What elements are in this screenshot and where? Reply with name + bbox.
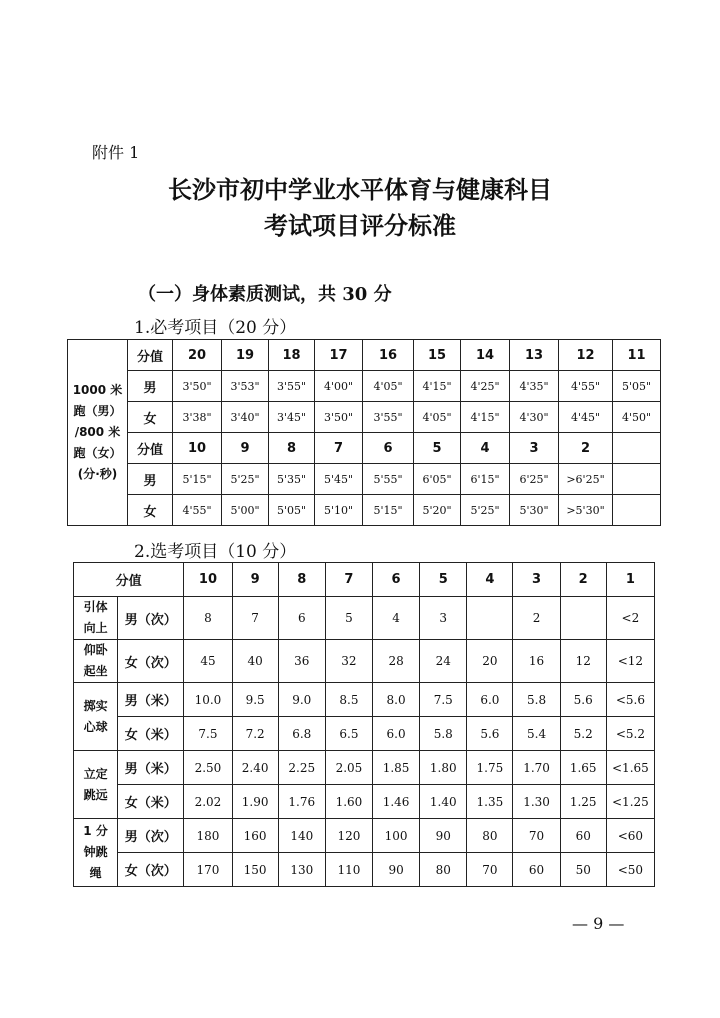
event-name-line: 起坐 xyxy=(83,664,108,678)
event-name-line: 引体 xyxy=(83,600,108,614)
value-cell: 7 xyxy=(232,597,278,640)
unit-cell: 女（次） xyxy=(118,853,184,887)
score-cell: 9 xyxy=(232,563,278,597)
score-cell: 8 xyxy=(269,433,315,464)
value-cell: 28 xyxy=(373,640,420,683)
event-name-cell xyxy=(74,683,118,751)
value-cell: 8.5 xyxy=(325,683,372,717)
time-cell: 5'35" xyxy=(269,464,315,495)
value-cell: 2 xyxy=(513,597,560,640)
score-cell: 4 xyxy=(467,563,513,597)
value-cell: 1.76 xyxy=(278,785,325,819)
event-name-line: 绳 xyxy=(89,866,102,880)
value-cell: 9.5 xyxy=(232,683,278,717)
value-cell: 2.25 xyxy=(278,751,325,785)
time-cell: 4'05" xyxy=(363,371,414,402)
score-cell: 2 xyxy=(559,433,613,464)
value-cell: 6.5 xyxy=(325,717,372,751)
value-cell: 3 xyxy=(420,597,467,640)
value-cell: 4 xyxy=(373,597,420,640)
score-header-cell: 分值 xyxy=(74,563,184,597)
unit-cell: 女（米） xyxy=(118,785,184,819)
value-cell: 5.8 xyxy=(513,683,560,717)
value-cell: 20 xyxy=(467,640,513,683)
score-cell: 10 xyxy=(184,563,232,597)
value-cell: <5.2 xyxy=(606,717,654,751)
male-row xyxy=(68,464,661,495)
score-cell: 7 xyxy=(325,563,372,597)
time-cell: 5'05" xyxy=(269,495,315,526)
value-cell: 160 xyxy=(232,819,278,853)
value-cell: 110 xyxy=(325,853,372,887)
score-cell: 14 xyxy=(461,340,510,371)
value-cell: 45 xyxy=(184,640,232,683)
time-cell: 5'25" xyxy=(461,495,510,526)
unit-cell: 女（次） xyxy=(118,640,184,683)
score-cell: 5 xyxy=(420,563,467,597)
time-cell xyxy=(613,495,661,526)
score-cell: 8 xyxy=(278,563,325,597)
value-cell: 5.4 xyxy=(513,717,560,751)
score-cell: 1 xyxy=(606,563,654,597)
value-cell: 9.0 xyxy=(278,683,325,717)
value-cell: 1.85 xyxy=(373,751,420,785)
score-cell: 7 xyxy=(315,433,363,464)
score-cell: 19 xyxy=(222,340,269,371)
event-label-line: 跑（女） xyxy=(73,446,122,460)
page-number: — 9 — xyxy=(572,914,625,933)
value-cell: <60 xyxy=(606,819,654,853)
event-label-line: (分·秒) xyxy=(77,467,118,481)
value-cell: 7.5 xyxy=(420,683,467,717)
value-cell: <12 xyxy=(606,640,654,683)
event-name-cell xyxy=(74,597,118,640)
score-cell: 5 xyxy=(414,433,461,464)
value-cell: <1.25 xyxy=(606,785,654,819)
event-name-cell xyxy=(74,640,118,683)
time-cell: 5'15" xyxy=(363,495,414,526)
time-cell: 5'30" xyxy=(510,495,559,526)
time-cell: 5'10" xyxy=(315,495,363,526)
score-cell: 10 xyxy=(173,433,222,464)
unit-cell: 男（次） xyxy=(118,597,184,640)
event-row xyxy=(74,819,655,853)
score-label-cell: 分值 xyxy=(128,433,173,464)
attachment-label: 附件 1 xyxy=(92,143,140,162)
value-cell: 5 xyxy=(325,597,372,640)
score-cell: 6 xyxy=(373,563,420,597)
value-cell: 90 xyxy=(373,853,420,887)
value-cell: 12 xyxy=(560,640,606,683)
event-name-line: 心球 xyxy=(83,719,108,734)
event-label-line: 1000 米 xyxy=(72,383,123,397)
event-row xyxy=(74,683,655,717)
value-cell: 120 xyxy=(325,819,372,853)
time-cell: 6'15" xyxy=(461,464,510,495)
male-label-cell: 男 xyxy=(128,464,173,495)
time-cell: >5'30" xyxy=(559,495,613,526)
value-cell: 6.0 xyxy=(467,683,513,717)
required-subtitle: 1.必考项目（20 分） xyxy=(134,318,297,338)
value-cell: 1.46 xyxy=(373,785,420,819)
score-label-cell: 分值 xyxy=(128,340,173,371)
time-cell: 4'15" xyxy=(414,371,461,402)
time-cell: 3'55" xyxy=(269,371,315,402)
event-name-line: 1 分 xyxy=(83,824,108,838)
value-cell: 80 xyxy=(420,853,467,887)
time-cell: 3'50" xyxy=(173,371,222,402)
value-cell: 36 xyxy=(278,640,325,683)
event-name-cell xyxy=(74,751,118,819)
event-name-line: 仰卧 xyxy=(83,643,108,657)
event-row xyxy=(74,640,655,683)
value-cell: 1.40 xyxy=(420,785,467,819)
value-cell: 6.8 xyxy=(278,717,325,751)
time-cell: 5'25" xyxy=(222,464,269,495)
value-cell: 1.60 xyxy=(325,785,372,819)
value-cell: 70 xyxy=(513,819,560,853)
value-cell: 2.50 xyxy=(184,751,232,785)
male-label-cell: 男 xyxy=(128,371,173,402)
value-cell: 1.30 xyxy=(513,785,560,819)
value-cell: <1.65 xyxy=(606,751,654,785)
score-cell: 11 xyxy=(613,340,661,371)
value-cell: 80 xyxy=(467,819,513,853)
time-cell: 3'55" xyxy=(363,402,414,433)
time-cell: 4'50" xyxy=(613,402,661,433)
score-cell: 3 xyxy=(510,433,559,464)
value-cell: 8.0 xyxy=(373,683,420,717)
value-cell: 90 xyxy=(420,819,467,853)
time-cell: 6'25" xyxy=(510,464,559,495)
value-cell xyxy=(560,597,606,640)
score-cell: 4 xyxy=(461,433,510,464)
time-cell: 3'53" xyxy=(222,371,269,402)
value-cell: 7.2 xyxy=(232,717,278,751)
value-cell: 60 xyxy=(513,853,560,887)
event-row xyxy=(74,717,655,751)
time-cell: 4'05" xyxy=(414,402,461,433)
value-cell: 5.8 xyxy=(420,717,467,751)
score-row xyxy=(68,340,661,371)
event-row xyxy=(74,751,655,785)
value-cell: 60 xyxy=(560,819,606,853)
time-cell: 5'55" xyxy=(363,464,414,495)
value-cell: 6 xyxy=(278,597,325,640)
time-cell: 5'15" xyxy=(173,464,222,495)
value-cell: 130 xyxy=(278,853,325,887)
value-cell: 1.80 xyxy=(420,751,467,785)
value-cell: 10.0 xyxy=(184,683,232,717)
event-name-cell xyxy=(74,819,118,887)
score-cell: 6 xyxy=(363,433,414,464)
value-cell: 140 xyxy=(278,819,325,853)
score-row xyxy=(68,433,661,464)
value-cell: 1.70 xyxy=(513,751,560,785)
score-cell: 20 xyxy=(173,340,222,371)
time-cell: 4'00" xyxy=(315,371,363,402)
event-row xyxy=(74,597,655,640)
time-cell: 3'50" xyxy=(315,402,363,433)
value-cell: <5.6 xyxy=(606,683,654,717)
time-cell: 4'55" xyxy=(173,495,222,526)
event-name-line: 钟跳 xyxy=(83,845,108,859)
time-cell: 3'40" xyxy=(222,402,269,433)
score-cell: 18 xyxy=(269,340,315,371)
optional-subtitle: 2.选考项目（10 分） xyxy=(134,542,297,562)
time-cell: 4'25" xyxy=(461,371,510,402)
value-cell: 1.25 xyxy=(560,785,606,819)
value-cell: 70 xyxy=(467,853,513,887)
time-cell: 5'45" xyxy=(315,464,363,495)
value-cell: 50 xyxy=(560,853,606,887)
value-cell: 1.90 xyxy=(232,785,278,819)
female-label-cell: 女 xyxy=(128,402,173,433)
event-name-line: 掷实 xyxy=(83,698,108,713)
event-name-line: 向上 xyxy=(83,621,108,635)
value-cell: 2.05 xyxy=(325,751,372,785)
value-cell: 24 xyxy=(420,640,467,683)
value-cell: 2.02 xyxy=(184,785,232,819)
time-cell: 5'20" xyxy=(414,495,461,526)
time-cell: 6'05" xyxy=(414,464,461,495)
value-cell: 8 xyxy=(184,597,232,640)
value-cell: 2.40 xyxy=(232,751,278,785)
time-cell xyxy=(613,464,661,495)
value-cell: 32 xyxy=(325,640,372,683)
required-score-table xyxy=(67,339,661,526)
value-cell: 1.65 xyxy=(560,751,606,785)
score-cell: 2 xyxy=(560,563,606,597)
value-cell: 100 xyxy=(373,819,420,853)
value-cell: 5.2 xyxy=(560,717,606,751)
time-cell: 5'00" xyxy=(222,495,269,526)
male-row xyxy=(68,371,661,402)
time-cell: 3'45" xyxy=(269,402,315,433)
unit-cell: 女（米） xyxy=(118,717,184,751)
time-cell: 4'45" xyxy=(559,402,613,433)
unit-cell: 男（次） xyxy=(118,819,184,853)
time-cell: 5'05" xyxy=(613,371,661,402)
value-cell: 5.6 xyxy=(467,717,513,751)
female-label-cell: 女 xyxy=(128,495,173,526)
score-cell: 13 xyxy=(510,340,559,371)
document-title-line2: 考试项目评分标准 xyxy=(264,211,456,240)
score-header-row xyxy=(74,563,655,597)
optional-score-table xyxy=(73,562,655,887)
female-row xyxy=(68,495,661,526)
value-cell: <2 xyxy=(606,597,654,640)
value-cell: 5.6 xyxy=(560,683,606,717)
value-cell: 6.0 xyxy=(373,717,420,751)
event-label-line: /800 米 xyxy=(74,425,121,439)
value-cell: 1.75 xyxy=(467,751,513,785)
time-cell: >6'25" xyxy=(559,464,613,495)
event-label-line: 跑（男） xyxy=(73,404,122,418)
event-name-line: 立定 xyxy=(83,766,108,781)
time-cell: 4'55" xyxy=(559,371,613,402)
score-cell: 17 xyxy=(315,340,363,371)
value-cell: 150 xyxy=(232,853,278,887)
value-cell: 40 xyxy=(232,640,278,683)
score-cell: 9 xyxy=(222,433,269,464)
value-cell: 1.35 xyxy=(467,785,513,819)
value-cell xyxy=(467,597,513,640)
document-title-line1: 长沙市初中学业水平体育与健康科目 xyxy=(168,175,552,204)
score-cell xyxy=(613,433,661,464)
value-cell: 7.5 xyxy=(184,717,232,751)
time-cell: 4'30" xyxy=(510,402,559,433)
time-cell: 4'15" xyxy=(461,402,510,433)
event-row xyxy=(74,853,655,887)
score-cell: 16 xyxy=(363,340,414,371)
score-cell: 15 xyxy=(414,340,461,371)
time-cell: 4'35" xyxy=(510,371,559,402)
time-cell: 3'38" xyxy=(173,402,222,433)
value-cell: 16 xyxy=(513,640,560,683)
section-heading: （一）身体素质测试，共 30 分 xyxy=(138,284,392,305)
event-label-cell xyxy=(68,340,128,526)
unit-cell: 男（米） xyxy=(118,683,184,717)
unit-cell: 男（米） xyxy=(118,751,184,785)
value-cell: <50 xyxy=(606,853,654,887)
female-row xyxy=(68,402,661,433)
score-cell: 3 xyxy=(513,563,560,597)
value-cell: 180 xyxy=(184,819,232,853)
event-name-line: 跳远 xyxy=(83,787,108,802)
value-cell: 170 xyxy=(184,853,232,887)
event-row xyxy=(74,785,655,819)
score-cell: 12 xyxy=(559,340,613,371)
